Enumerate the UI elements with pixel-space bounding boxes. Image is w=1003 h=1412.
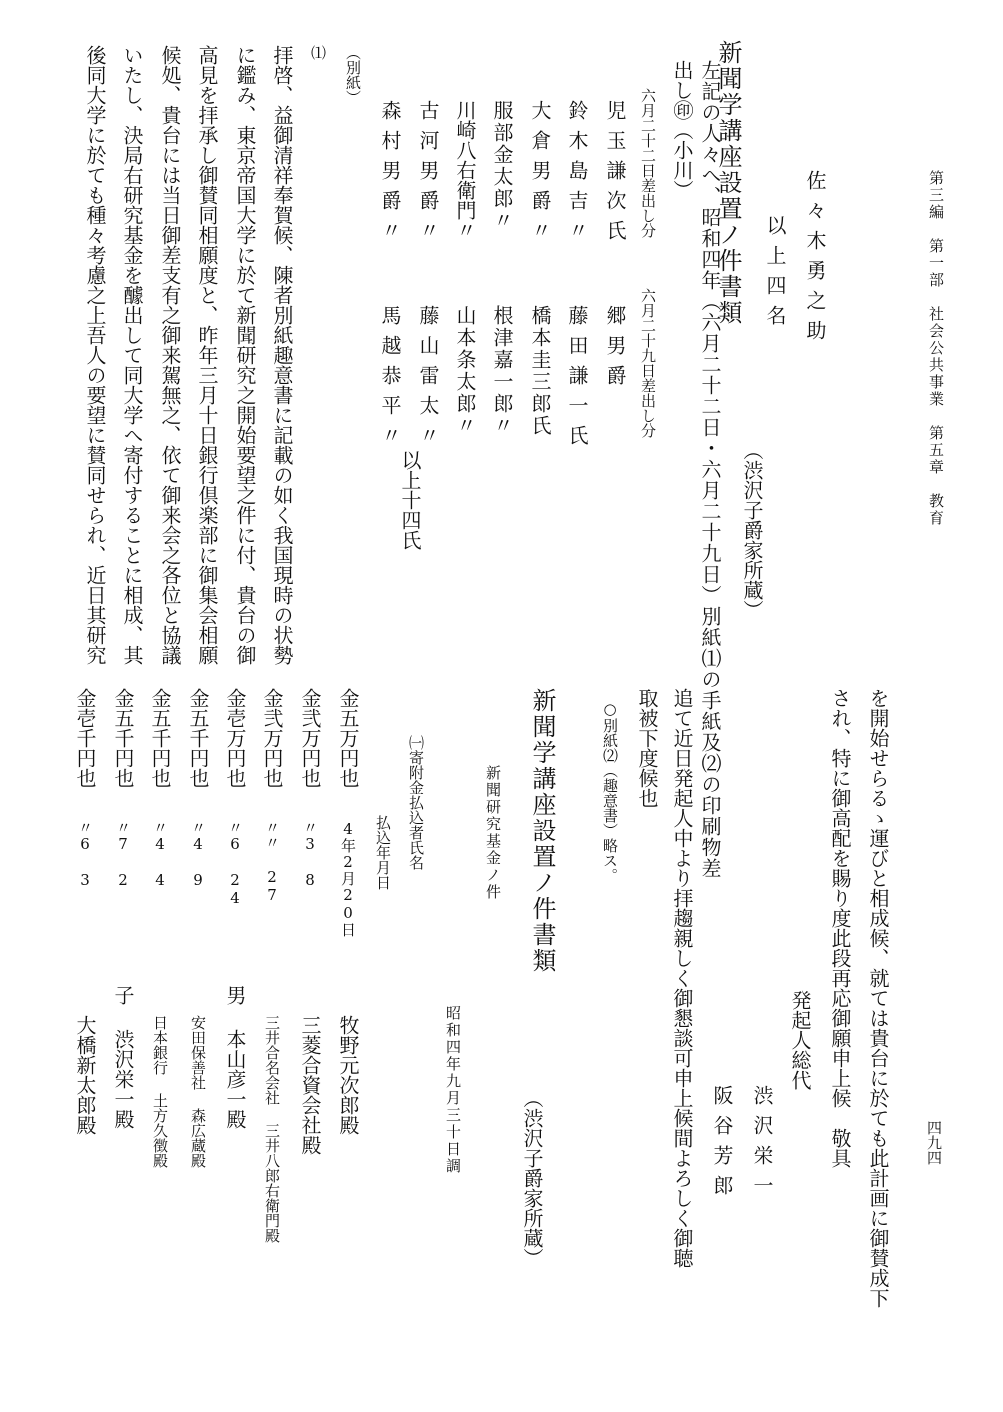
donation-amount: 金五千円也	[186, 688, 210, 788]
sent-0629-label: 六月二十九日差出し分	[639, 288, 657, 438]
letter-line: 後同大学に於ても種々考慮之上吾人の要望に賛同せられ、近日其研究	[83, 45, 107, 665]
doc2-date: 昭和四年九月三十日調	[444, 1005, 462, 1175]
doc1-source: （渋沢子爵家所蔵）	[740, 440, 764, 620]
donation-date: 〃〃 27	[263, 820, 281, 904]
recipient-right: 森村男爵〃	[378, 100, 402, 250]
donation-amount: 金弐万円也	[298, 688, 322, 788]
recipient-right: 古河男爵〃	[416, 100, 440, 250]
recipient-right: 児玉謙次氏	[603, 100, 627, 250]
donor-name: 子 渋沢栄一殿	[111, 985, 135, 1129]
recipient-left: 藤山雷太〃	[416, 305, 440, 455]
donation-amount: 金弐万円也	[260, 688, 284, 788]
intro-line-2: 出し㊞（小川）	[670, 60, 694, 200]
donor-name: 男 本山彦一殿	[223, 985, 247, 1129]
recipient-right: 鈴木島吉〃	[565, 100, 589, 250]
recipient-left: 根津嘉一郎〃	[490, 305, 514, 437]
donor-name: 日本銀行 土方久徴殿	[151, 1015, 169, 1168]
doc1-title: 新聞学講座設置ノ件書類	[714, 40, 742, 326]
postscript-line: 追て近日発起人中より拝趨親しく御懇談可申上候間よろしく御聴	[670, 688, 694, 1268]
recipient-left: 藤田謙一氏	[565, 305, 589, 455]
donation-amount: 金五千円也	[111, 688, 135, 788]
donor-name: 三菱合資会社殿	[298, 1015, 322, 1155]
donation-date: 〃4 9	[189, 820, 207, 889]
page-number: 四九四	[925, 1120, 943, 1165]
donation-amount: 金壱万円也	[223, 688, 247, 788]
donation-date: 〃4 4	[151, 820, 169, 889]
doc2-source: （渋沢子爵家所蔵）	[520, 1088, 544, 1268]
bessi-1-label: ⑴	[309, 45, 327, 60]
bessi2-note: ○別紙⑵（趣意書）略ス。	[601, 700, 619, 883]
recipient-right: 大倉男爵〃	[528, 100, 552, 250]
donor-name: 牧野元次郎殿	[336, 1015, 360, 1135]
recipient-left: 山本条太郎〃	[453, 305, 477, 437]
letter-line: 拝啓、益御清祥奉賀候、陳者別紙趣意書に記載の如く我国現時の状勢	[270, 45, 294, 665]
recipient-left: 郷男爵	[603, 305, 627, 395]
recipient-right: 川崎八右衛門〃	[453, 100, 477, 240]
letter-line: を開始せらるゝ運びと相成候、就ては貴台に於ても此計画に御賛成下	[866, 688, 890, 1308]
letter-line: に鑑み、東京帝国大学に於て新聞研究之開始要望之件に付、貴台の御	[233, 45, 257, 665]
name-sasaki: 佐々木勇之助	[803, 170, 827, 350]
donation-amount: 金壱千円也	[73, 688, 97, 788]
sent-0622-label: 六月二十二日差出し分	[639, 88, 657, 238]
ijo-juyonshi: 以上十四氏	[398, 450, 422, 550]
recipient-left: 馬越恭平〃	[378, 305, 402, 455]
donation-date: 〃6 3	[76, 820, 94, 889]
donation-date: 〃7 2	[114, 820, 132, 889]
letter-line: され、特に御高配を賜り度此段再応御願申上候 敬具	[828, 688, 852, 1168]
donation-date: 4年2月20日	[339, 820, 357, 937]
signer: 阪谷芳郎	[710, 1085, 734, 1205]
donation-date: 〃3 8	[301, 820, 319, 889]
pay-date-header: 払込年月日	[374, 815, 392, 890]
hokki-label: 発起人総代	[788, 990, 812, 1090]
doc2-subtitle: 新聞研究基金ノ件	[484, 765, 502, 901]
intro-line-1: 左記の人々へ、昭和四年（六月二十二日・六月二十九日）別紙⑴の手紙及⑵の印刷物差	[698, 60, 722, 879]
postscript-line: 取被下度候也	[635, 688, 659, 808]
letter-line: 候処、貴台には当日御差支有之御来駕無之、依て御来会之各位と協議	[158, 45, 182, 665]
doc2-title: 新聞学講座設置ノ件書類	[528, 688, 556, 974]
donation-amount: 金五万円也	[336, 688, 360, 788]
letter-line: いたし、決局右研究基金を醵出して同大学へ寄付することに相成、其	[120, 45, 144, 665]
donor-name: 大橋新太郎殿	[73, 1015, 97, 1135]
ijo-yonmei: 以上四名	[763, 215, 787, 335]
donation-date: 〃6 24	[226, 820, 244, 907]
signer: 渋沢栄一	[750, 1085, 774, 1205]
running-title: 第三編 第一部 社会公共事業 第五章 教育	[927, 170, 945, 527]
kifu-title: ㈠寄附金払込者氏名	[407, 735, 425, 870]
letter-line: 高見を拝承し御賛同相願度と、昨年三月十日銀行倶楽部に御集会相願	[195, 45, 219, 665]
bessi-label: （別紙）	[344, 45, 362, 105]
recipient-right: 服部金太郎〃	[490, 100, 514, 232]
recipient-left: 橋本圭三郎氏	[528, 305, 552, 437]
donation-amount: 金五千円也	[148, 688, 172, 788]
donor-name: 安田保善社 森広蔵殿	[189, 1015, 207, 1168]
donor-name: 三井合名会社 三井八郎右衛門殿	[263, 1015, 281, 1243]
